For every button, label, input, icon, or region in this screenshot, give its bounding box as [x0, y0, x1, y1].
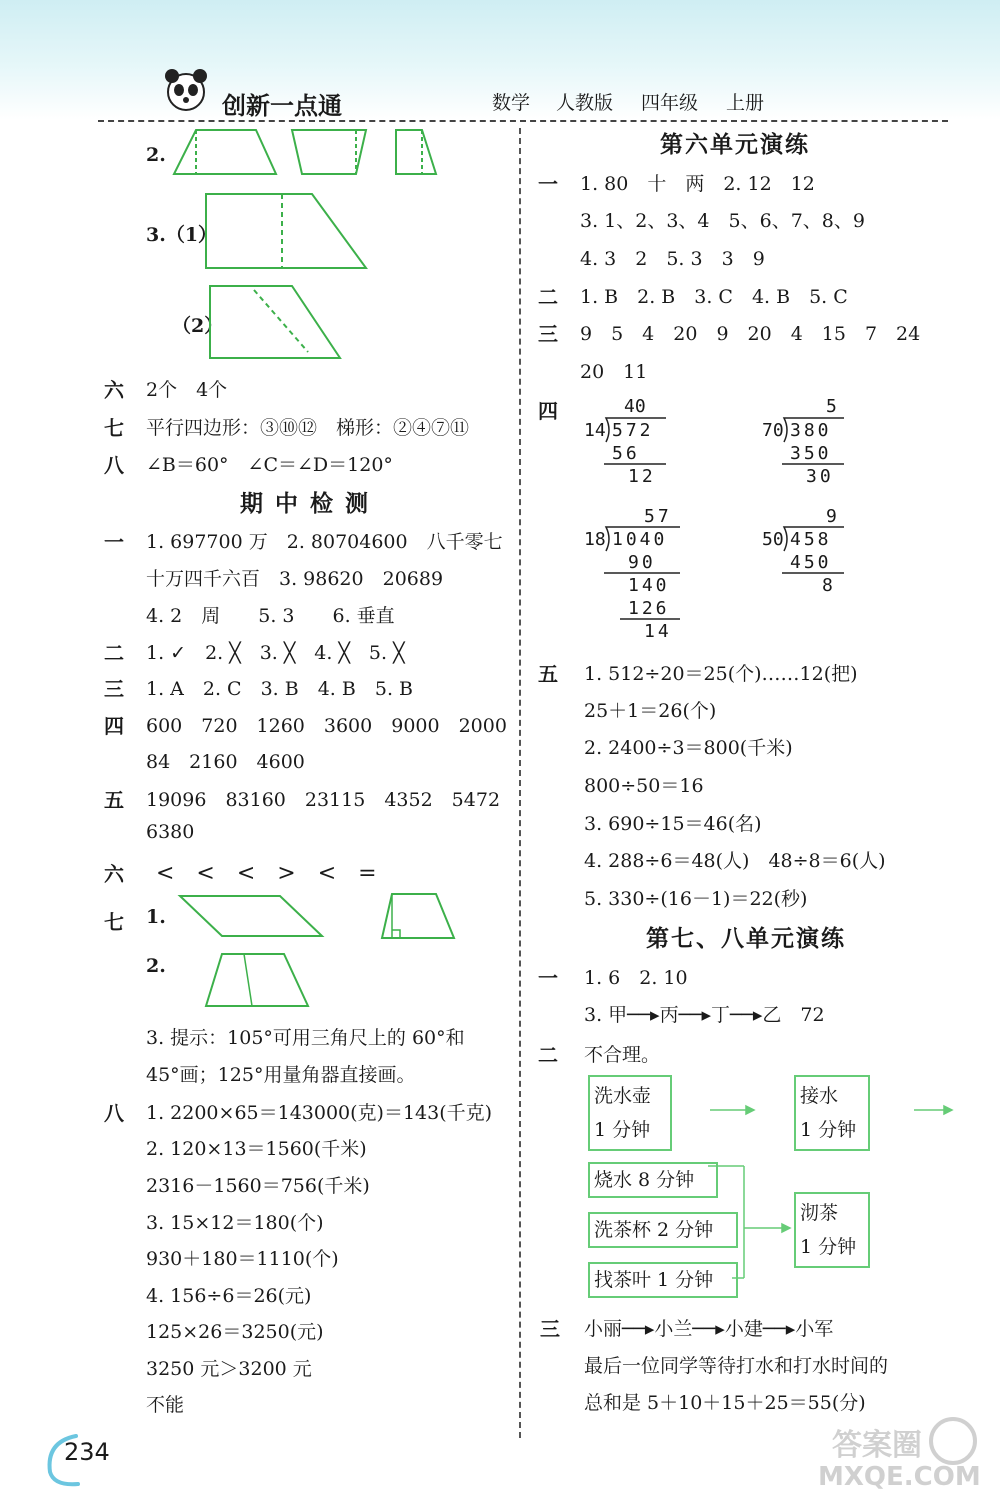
div3-rem-1: 140 [628, 575, 670, 596]
header-volume: 上册 [726, 92, 765, 114]
flow-box-fetch-water-time: 1 分钟 [800, 1119, 857, 1141]
r1-line-b: 3. 1、2、3、4 5、6、7、8、9 [580, 210, 865, 232]
m6-line: < < < > < = [156, 861, 377, 886]
div3-sub-2: 126 [628, 598, 670, 619]
m1-line-a: 1. 697700 万 2. 80704600 八千零七 [146, 531, 503, 553]
m-sec-8: 八 [104, 1101, 124, 1125]
brand-title: 创新一点通 [222, 92, 342, 120]
div1-sub-1: 56 [612, 443, 640, 464]
m8-3-line-b: 930＋180＝1110(个) [146, 1248, 339, 1270]
r5-1-line-a: 1. 512÷20＝25(个)……12(把) [584, 663, 858, 685]
left-sec-8: 八 [104, 453, 124, 477]
r2-line: 1. B 2. B 3. C 4. B 5. C [580, 286, 848, 308]
r5-4-line: 4. 288÷6＝48(人) 48÷8＝6(人) [584, 850, 886, 872]
header-divider [98, 120, 948, 122]
r1-line-a: 1. 80 十 两 2. 12 12 [580, 173, 815, 195]
trapezoid-height-figure-2 [204, 282, 344, 362]
panda-logo-icon [158, 62, 214, 114]
page-number: 234 [64, 1438, 110, 1466]
m7-2-label: 2. [146, 955, 166, 977]
left-6-text: 2个 4个 [146, 379, 228, 401]
div1-quotient: 40 [624, 396, 646, 417]
s-sec-1: 一 [538, 966, 558, 990]
div1-bracket [600, 416, 670, 468]
flow-box-wash-kettle-time: 1 分钟 [594, 1119, 651, 1141]
r3-line-a: 9 5 4 20 9 20 4 15 7 24 [580, 323, 921, 345]
s1-line-b: 3. 甲──▸丙──▸丁──▸乙 72 [584, 1004, 825, 1026]
trapezoid-diagonal-figure [200, 948, 316, 1012]
div4-quotient: 9 [826, 506, 837, 527]
r5-2-line-a: 2. 2400÷3＝800(千米) [584, 737, 793, 759]
header-grade: 四年级 [641, 92, 699, 114]
m8-4-line-d: 不能 [146, 1394, 185, 1416]
m4-line-a: 600 720 1260 3600 9000 2000 [146, 715, 507, 737]
div2-quotient: 5 [826, 396, 837, 417]
div2-remainder: 30 [806, 466, 834, 487]
r5-1-line-b: 25＋1＝26(个) [584, 700, 717, 722]
div2-divisor: 70 [762, 420, 784, 441]
header-edition: 人教版 [556, 92, 614, 114]
m3-line: 1. A 2. C 3. B 4. B 5. B [146, 678, 413, 700]
midterm-title: 期 中 检 测 [240, 490, 371, 517]
m-sec-3: 三 [104, 677, 124, 701]
m8-3-line-a: 3. 15×12＝180(个) [146, 1212, 324, 1234]
div3-quotient: 57 [644, 506, 672, 527]
m4-line-b: 84 2160 4600 [146, 751, 305, 773]
div4-remainder: 8 [822, 575, 833, 596]
div4-divisor: 50 [762, 529, 784, 550]
m1-line-c: 4. 2 周 5. 3 6. 垂直 [146, 605, 395, 627]
r-sec-2: 二 [538, 285, 558, 309]
q2-label: 2. [146, 144, 166, 166]
flow-box-make-tea-label: 沏茶 [800, 1202, 839, 1224]
watermark-seal-icon [928, 1416, 978, 1466]
flow-box-boil-water: 烧水 8 分钟 [588, 1162, 718, 1198]
watermark-url: MXQE.COM [818, 1462, 981, 1492]
div2-dividend: 380 [790, 420, 832, 441]
flow-box-fetch-water-label: 接水 [800, 1085, 839, 1107]
m1-line-b: 十万四千六百 3. 98620 20689 [146, 568, 444, 590]
div2-bracket [778, 416, 848, 468]
m-sec-7: 七 [104, 910, 124, 934]
watermark-text: 答案圈 [832, 1428, 922, 1463]
flow-connectors [560, 1090, 960, 1310]
parallelogram-figure [176, 890, 326, 942]
m-sec-4: 四 [104, 714, 124, 738]
div1-dividend: 572 [612, 420, 654, 441]
div4-dividend: 458 [790, 529, 832, 550]
r5-5-line: 5. 330÷(16－1)＝22(秒) [584, 888, 808, 910]
r3-line-b: 20 11 [580, 361, 648, 383]
m-sec-2: 二 [104, 641, 124, 665]
unit6-title: 第六单元演练 [660, 131, 810, 158]
div3-remainder: 14 [644, 621, 672, 642]
div3-dividend: 1040 [612, 529, 668, 550]
s-sec-2: 二 [538, 1043, 558, 1067]
div1-divisor: 14 [584, 420, 606, 441]
header-subject: 数学 [492, 92, 531, 114]
div3-divisor: 18 [584, 529, 606, 550]
trapezoid-height-figure-1 [200, 190, 372, 272]
m5-line-b: 6380 [146, 821, 195, 843]
left-8-text: ∠B＝60° ∠C＝∠D＝120° [146, 454, 393, 476]
s1-line-a: 1. 6 2. 10 [584, 967, 688, 989]
q3-1-label: 3.（1） [146, 224, 218, 246]
flow-box-wash-kettle-label: 洗水壶 [594, 1085, 652, 1107]
m8-1-line: 1. 2200×65＝143000(克)＝143(千克) [146, 1102, 493, 1124]
s3-line-a: 小丽──▸小兰──▸小建──▸小军 [584, 1318, 834, 1340]
r-sec-3: 三 [538, 322, 558, 346]
flow-box-find-tea: 找茶叶 1 分钟 [588, 1262, 738, 1298]
div3-sub-1: 90 [628, 552, 656, 573]
m7-1-label: 1. [146, 906, 166, 928]
m8-2-line-b: 2316－1560＝756(千米) [146, 1175, 370, 1197]
s2-text: 不合理。 [584, 1044, 661, 1066]
m2-line: 1. ✓ 2. ╳ 3. ╳ 4. ╳ 5. ╳ [146, 642, 405, 664]
trapezoid-figures [170, 126, 440, 178]
div3-bracket [600, 525, 684, 625]
m8-4-line-a: 4. 156÷6＝26(元) [146, 1285, 312, 1307]
left-7-text: 平行四边形：③⑩⑫ 梯形：②④⑦⑪ [146, 417, 470, 439]
div4-sub-1: 450 [790, 552, 832, 573]
div1-remainder: 12 [628, 466, 656, 487]
q3-2-label: （2） [172, 315, 224, 337]
r1-line-c: 4. 3 2 5. 3 3 9 [580, 248, 765, 270]
r-sec-1: 一 [538, 172, 558, 196]
unit78-title: 第七、八单元演练 [646, 925, 846, 952]
m8-2-line-a: 2. 120×13＝1560(千米) [146, 1138, 367, 1160]
m-sec-1: 一 [104, 530, 124, 554]
s-sec-3: 三 [540, 1317, 560, 1341]
m8-4-line-b: 125×26＝3250(元) [146, 1321, 324, 1343]
flow-box-wash-cups: 洗茶杯 2 分钟 [588, 1212, 738, 1248]
m7-3-line-a: 3. 提示：105°可用三角尺上的 60°和 [146, 1027, 465, 1049]
r-sec-4: 四 [538, 399, 558, 423]
left-sec-6: 六 [104, 378, 124, 402]
m7-3-line-b: 45°画；125°用量角器直接画。 [146, 1064, 416, 1086]
r5-3-line: 3. 690÷15＝46(名) [584, 813, 762, 835]
left-sec-7: 七 [104, 416, 124, 440]
m5-line-a: 19096 83160 23115 4352 5472 [146, 789, 501, 811]
s3-line-b: 最后一位同学等待打水和打水时间的 [584, 1355, 889, 1377]
column-divider [519, 128, 521, 1438]
div2-sub-1: 350 [790, 443, 832, 464]
r-sec-5: 五 [538, 662, 558, 686]
m8-4-line-c: 3250 元＞3200 元 [146, 1358, 312, 1380]
div4-bracket [778, 525, 848, 577]
m-sec-6: 六 [104, 862, 124, 886]
m-sec-5: 五 [104, 788, 124, 812]
s3-line-c: 总和是 5＋10＋15＋25＝55(分) [584, 1392, 866, 1414]
trapezoid-right-angle-figure [378, 888, 458, 944]
flow-box-make-tea-time: 1 分钟 [800, 1236, 857, 1258]
r5-2-line-b: 800÷50＝16 [584, 775, 704, 797]
